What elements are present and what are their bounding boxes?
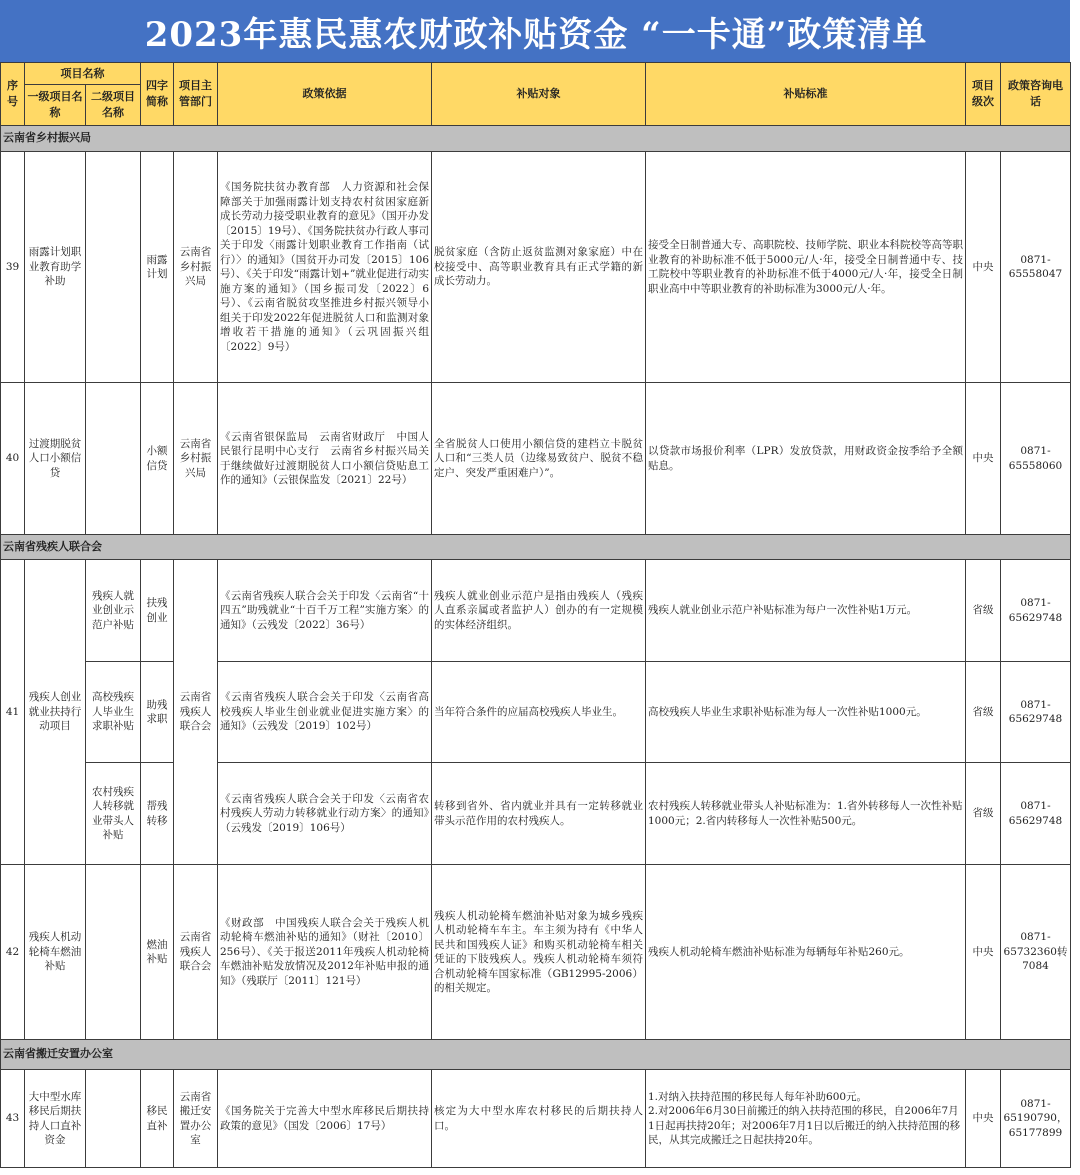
- table-row: [1, 865, 1071, 1040]
- header-phone: 政策咨询电话: [1001, 63, 1071, 126]
- cell-dept: 云南省乡村振兴局: [174, 152, 218, 383]
- cell-target: 脱贫家庭（含防止返贫监测对象家庭）中在校接受中、高等职业教育具有正式学籍的新成长劳动力。: [432, 152, 646, 383]
- table-row: [1, 1070, 1071, 1168]
- section-title: 云南省搬迁安置办公室: [1, 1040, 1071, 1070]
- cell-level2: [86, 383, 141, 535]
- cell-abbr: 燃油补贴: [141, 865, 174, 1040]
- cell-level: 省级: [966, 763, 1001, 865]
- cell-standard: 残疾人就业创业示范户补贴标准为每户一次性补贴1万元。: [646, 560, 966, 662]
- cell-abbr: 移民直补: [141, 1070, 174, 1168]
- cell-level1: 大中型水库移民后期扶持人口直补资金: [25, 1070, 86, 1168]
- header-dept: 项目主管部门: [174, 63, 218, 126]
- cell-level2: [86, 1070, 141, 1168]
- cell-phone: 0871-65558047: [1001, 152, 1071, 383]
- cell-basis: 《国务院扶贫办教育部 人力资源和社会保障部关于加强雨露计划支持农村贫困家庭新成长劳动力接受职业教育的意见》（国开办发〔2015〕19号）、《国务院扶贫办行政人事司关于印发〈雨露计划职业教育工作指南（试行）〉的通知》（国贫开办司发〔2015〕106号）、《关于印发“雨露计划+”就业促进行动实施方案的通知》（国乡振司发〔2022〕6号）、《云南省脱贫攻坚推进乡村振兴领导小组关于印发2022年促进脱贫人口和监测对象增收若干措施的通知》（云巩固振兴组〔2022〕9号）: [218, 152, 432, 383]
- cell-standard: 农村残疾人转移就业带头人补贴标准为：1.省外转移每人一次性补贴1000元；2.省内转移每人一次性补贴500元。: [646, 763, 966, 865]
- cell-seq: 40: [1, 383, 25, 535]
- cell-level: 中央: [966, 152, 1001, 383]
- cell-seq: 41: [1, 560, 25, 865]
- cell-phone: 0871-65558060: [1001, 383, 1071, 535]
- cell-phone: 0871-65629748: [1001, 763, 1071, 865]
- cell-abbr: 助残求职: [141, 662, 174, 763]
- cell-level1: 残疾人机动轮椅车燃油补贴: [25, 865, 86, 1040]
- cell-seq: 43: [1, 1070, 25, 1168]
- standard-line-2: 2.对2006年6月30日前搬迁的纳入扶持范围的移民，自2006年7月1日起再扶持20年；对2006年7月1日以后搬迁的纳入扶持范围的移民，从其完成搬迁之日起扶持20年。: [648, 1105, 961, 1146]
- section-title: 云南省残疾人联合会: [1, 535, 1071, 560]
- table-row: [1, 152, 1071, 383]
- section-row: [1, 1040, 1071, 1070]
- cell-basis: 《国务院关于完善大中型水库移民后期扶持政策的意见》（国发〔2006〕17号）: [218, 1070, 432, 1168]
- cell-phone: 0871-65629748: [1001, 662, 1071, 763]
- table-row: [1, 383, 1071, 535]
- section-row: [1, 535, 1071, 560]
- cell-level2: 农村残疾人转移就业带头人补贴: [86, 763, 141, 865]
- cell-target: 残疾人就业创业示范户是指由残疾人（残疾人直系亲属或者监护人）创办的有一定规模的实体经济组织。: [432, 560, 646, 662]
- cell-level: 省级: [966, 662, 1001, 763]
- cell-level: 省级: [966, 560, 1001, 662]
- cell-basis: 《云南省银保监局 云南省财政厅 中国人民银行昆明中心支行 云南省乡村振兴局关于继续做好过渡期脱贫人口小额信贷贴息工作的通知》（云银保监发〔2021〕22号）: [218, 383, 432, 535]
- cell-level1: 雨露计划职业教育助学补助: [25, 152, 86, 383]
- cell-phone: 0871-65190790，65177899: [1001, 1070, 1071, 1168]
- cell-level: 中央: [966, 1070, 1001, 1168]
- cell-target: 转移到省外、省内就业并具有一定转移就业带头示范作用的农村残疾人。: [432, 763, 646, 865]
- cell-basis: 《财政部 中国残疾人联合会关于残疾人机动轮椅车燃油补贴的通知》（财社〔2010〕256号）、《关于报送2011年残疾人机动轮椅车燃油补贴发放情况及2012年补贴申报的通知》（残联厅〔2011〕121号）: [218, 865, 432, 1040]
- cell-dept: 云南省搬迁安置办公室: [174, 1070, 218, 1168]
- cell-standard: 接受全日制普通大专、高职院校、技师学院、职业本科院校等高等职业教育的补助标准不低于5000元/人·年，接受全日制普通中专、技工院校中等职业教育的补助标准不低于4000元/人·年，接受全日制职业高中中等职业教育的补助标准为3000元/人·年。: [646, 152, 966, 383]
- cell-level1: 过渡期脱贫人口小额信贷: [25, 383, 86, 535]
- cell-abbr: 帮残转移: [141, 763, 174, 865]
- header-level: 项目级次: [966, 63, 1001, 126]
- table-subrow: [1, 662, 1071, 763]
- header-target: 补贴对象: [432, 63, 646, 126]
- page-title: 2023年惠民惠农财政补贴资金 “一卡通”政策清单: [0, 0, 1070, 62]
- cell-standard: 高校残疾人毕业生求职补贴标准为每人一次性补贴1000元。: [646, 662, 966, 763]
- cell-standard: 残疾人机动轮椅车燃油补贴标准为每辆每年补贴260元。: [646, 865, 966, 1040]
- standard-line-1: 1.对纳入扶持范围的移民每人每年补助600元。: [648, 1090, 868, 1103]
- cell-phone: 0871-65629748: [1001, 560, 1071, 662]
- cell-seq: 39: [1, 152, 25, 383]
- cell-basis: 《云南省残疾人联合会关于印发〈云南省高校残疾人毕业生创业就业促进实施方案〉的通知》（云残发〔2019〕102号）: [218, 662, 432, 763]
- cell-level: 中央: [966, 865, 1001, 1040]
- cell-level2: 残疾人就业创业示范户补贴: [86, 560, 141, 662]
- cell-phone: 0871-65732360转7084: [1001, 865, 1071, 1040]
- header-level1: 一级项目名称: [25, 85, 86, 126]
- header-seq: 序号: [1, 63, 25, 126]
- header-project-name: 项目名称: [25, 63, 141, 85]
- cell-dept: 云南省残疾人联合会: [174, 865, 218, 1040]
- cell-abbr: 小额信贷: [141, 383, 174, 535]
- section-title: 云南省乡村振兴局: [1, 126, 1071, 152]
- policy-table: [0, 62, 1071, 1168]
- cell-abbr: 雨露计划: [141, 152, 174, 383]
- cell-target: 残疾人机动轮椅车燃油补贴对象为城乡残疾人机动轮椅车车主。车主须为持有《中华人民共和国残疾人证》和购买机动轮椅车相关凭证的下肢残疾人。残疾人机动轮椅车须符合机动轮椅车国家标准（GB12995-2006）的相关规定。: [432, 865, 646, 1040]
- header-level2: 二级项目名称: [86, 85, 141, 126]
- table-subrow: [1, 763, 1071, 865]
- cell-level2: [86, 152, 141, 383]
- cell-level2: [86, 865, 141, 1040]
- cell-level2: 高校残疾人毕业生求职补贴: [86, 662, 141, 763]
- cell-target: 全省脱贫人口使用小额信贷的建档立卡脱贫人口和“三类人员（边缘易致贫户、脱贫不稳定户、突发严重困难户）”。: [432, 383, 646, 535]
- cell-level: 中央: [966, 383, 1001, 535]
- cell-dept: 云南省残疾人联合会: [174, 560, 218, 865]
- header-abbr: 四字简称: [141, 63, 174, 126]
- cell-seq: 42: [1, 865, 25, 1040]
- header-basis: 政策依据: [218, 63, 432, 126]
- cell-level1: 残疾人创业就业扶持行动项目: [25, 560, 86, 865]
- cell-target: 核定为大中型水库农村移民的后期扶持人口。: [432, 1070, 646, 1168]
- table-row: [1, 560, 1071, 662]
- cell-standard: [646, 1070, 966, 1168]
- cell-dept: 云南省乡村振兴局: [174, 383, 218, 535]
- header-row: [1, 63, 1071, 85]
- cell-abbr: 扶残创业: [141, 560, 174, 662]
- cell-basis: 《云南省残疾人联合会关于印发〈云南省“十四五”助残就业“十百千万工程”实施方案〉的通知》（云残发〔2022〕36号）: [218, 560, 432, 662]
- cell-standard: 以贷款市场报价利率（LPR）发放贷款，用财政资金按季给予全额贴息。: [646, 383, 966, 535]
- cell-basis: 《云南省残疾人联合会关于印发〈云南省农村残疾人劳动力转移就业行动方案〉的通知》（云残发〔2019〕106号）: [218, 763, 432, 865]
- cell-target: 当年符合条件的应届高校残疾人毕业生。: [432, 662, 646, 763]
- section-row: [1, 126, 1071, 152]
- header-standard: 补贴标准: [646, 63, 966, 126]
